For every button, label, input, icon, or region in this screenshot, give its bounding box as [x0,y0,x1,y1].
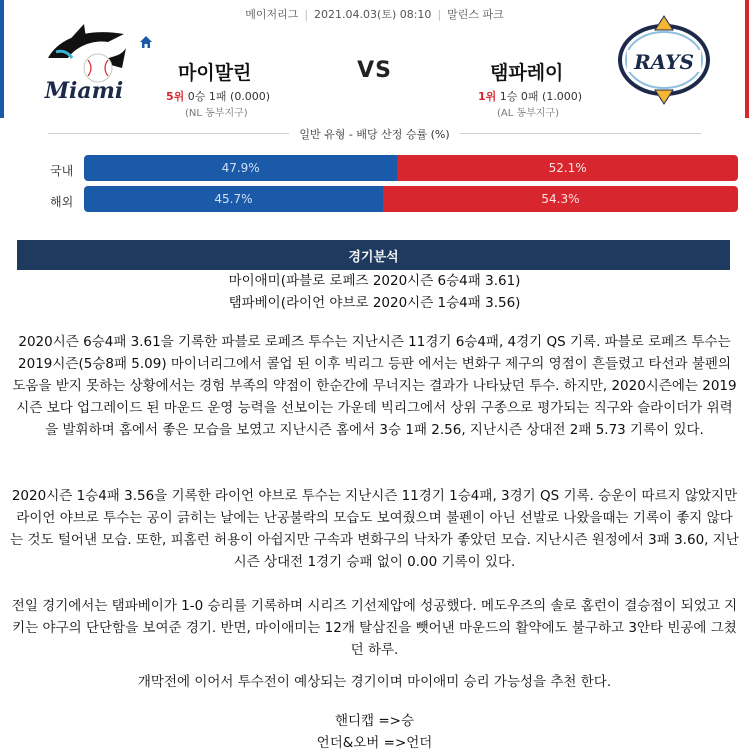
rays-logo-text: RAYS [634,50,694,74]
away-rank: 1위 [478,90,497,103]
rate-bar-domestic [84,155,738,181]
rate-label-overseas: 해외 [50,195,74,209]
analysis-paragraph-away: 2020시즌 1승4패 3.56을 기록한 라이언 야브로 투수는 지난시즌 11경기 1승4패, 3경기 QS 기록. 승운이 따르지 않았지만 라이언 야브로 투수는 공이 긁히는 날에는 난공불락의 모습도 보여줬으며 불펜이 아닌 선발로 나왔을때는 기록이 좋지 않다는 것도 털어낸 모습. 또한, 피홈런 허용이 아쉽지만 구속과 변화구의 낙차가 좋았던 모습. 지난시즌 원정에서 3패 3.60, 지난시즌 상대전 1경기 승패 없이 0.00 기록이 있다. [10,488,739,570]
analysis-paragraph-home: 2020시즌 6승4패 3.61을 기록한 파블로 로페즈 투수는 지난시즌 11경기 6승4패, 4경기 QS 기록. 파블로 로페즈 투수는 2019시즌(5승8패 5.09) 마이너리그에서 콜업 된 이후 빅리그 등판 에서는 변화구 제구의 영점이 흔들렸고 타선과 불펜의 도움을 받지 못하는 상황에서는 경험 부족의 약점이 한순간에 무너지는 결과가 나타났던 투수. 하지만, 2020시즌에는 2019시즌 보다 업그레이드 된 마운드 운영 능력을 선보이는 가운데 빅리그에서 상위 구종으로 평가되는 직구와 슬라이더가 위력을 발휘하며 홈에서 좋은 모습을 보였고 지난시즌 홈에서 3승 1패 2.56, 지난시즌 상대전 2패 5.73 기록이 있다. [12,334,737,438]
rate-title-wrap [48,125,701,141]
home-pitcher: 마이애미(파블로 로페즈 2020시즌 6승4패 3.61) [228,273,521,289]
picks [10,710,739,754]
meta-stadium: 말린스 파크 [447,8,504,21]
meta-datetime: 2021.04.03(토) 08:10 [314,8,432,21]
home-league: (NL 동부지구) [185,108,248,119]
pick-under-over: 언더&오버 =>언더 [316,735,433,751]
home-icon [139,35,153,49]
rate-label-domestic: 국내 [50,164,74,178]
match-meta: 메이저리그 | 2021.04.03(토) 08:10 | 말린스 파크 [245,8,504,21]
away-team-name: 탬파레이 [490,62,564,84]
rate-bar-overseas-away [383,186,738,212]
marlins-logo-text: Miami [44,78,124,104]
vs-label: VS [357,58,392,83]
home-team-name: 마이말린 [178,62,252,84]
rate-title: 일반 유형 - 배당 산정 승률 (%) [289,128,459,141]
rate-domestic-home-value: 47.9% [221,161,260,175]
meta-league: 메이저리그 [245,8,299,21]
rate-bar-domestic-home [84,155,397,181]
pitcher-matchup [10,270,739,314]
away-league: (AL 동부지구) [497,108,560,119]
away-record-value: 1승 0패 (1.000) [499,90,583,103]
home-record-value: 0승 1패 (0.000) [187,90,271,103]
rate-overseas-away-value: 54.3% [541,192,580,206]
analysis-paragraph-conclusion: 개막전에 이어서 투수전이 예상되는 경기이며 마이애미 승리 가능성을 추천 한다. [137,674,612,690]
rate-bar-overseas [84,186,738,212]
home-record [166,88,270,104]
home-rank: 5위 [166,90,185,103]
pick-handicap: 핸디캡 =>승 [334,713,415,729]
rate-domestic-away-value: 52.1% [548,161,587,175]
rate-bar-overseas-home [84,186,383,212]
analysis-header: 경기분석 [17,240,730,270]
rate-bar-domestic-away [397,155,738,181]
rate-overseas-home-value: 45.7% [214,192,253,206]
away-record [478,88,582,104]
rays-logo [615,12,713,108]
away-pitcher: 탬파베이(라이언 야브로 2020시즌 1승4패 3.56) [228,295,521,311]
analysis-paragraph-recent: 전일 경기에서는 탬파베이가 1-0 승리를 기록하며 시리즈 기선제압에 성공했다. 메도우즈의 솔로 홈런이 결승점이 되었고 지키는 야구의 단단함을 보여준 경기. 반면, 마이애미는 12개 탈삼진을 뺏어낸 마운드의 활약에도 불구하고 3안타 빈공에 그쳤던 하루. [11,598,738,658]
